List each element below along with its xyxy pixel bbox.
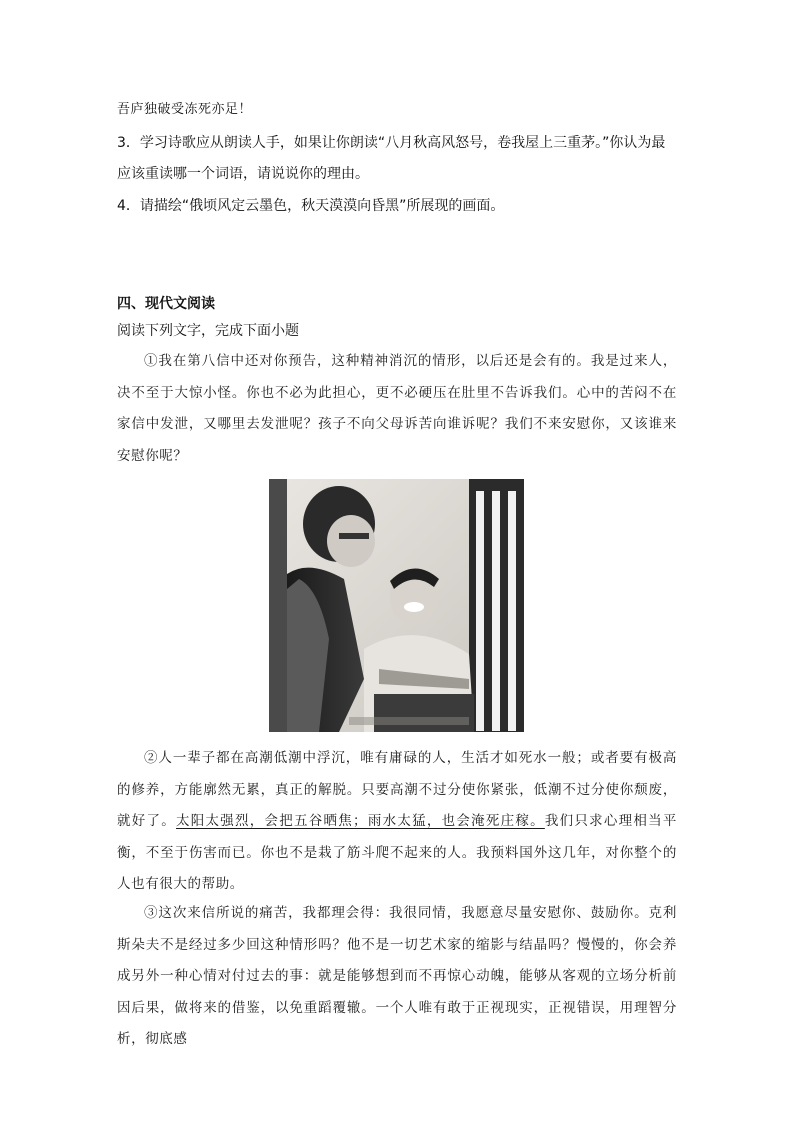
photo-icon [269,479,524,732]
section-title: 四、现代文阅读 [117,296,215,312]
section-instruction: 阅读下列文字，完成下面小题 [117,323,299,339]
paragraph-2 [117,743,677,901]
paragraph-2-underlined-sentence: 太阳太强烈，会把五谷晒焦；雨水太猛，也会淹死庄稼。 [176,813,545,829]
paragraph-1: ①我在第八信中还对你预告，这种精神消沉的情形，以后还是会有的。我是过来人，决不至于大惊小怪。你也不必为此担心，更不必硬压在肚里不告诉我们。心中的苦闷不在家信中发泄，又哪里去发泄呢？孩子不向父母诉苦向谁诉呢？我们不来安慰你，又该谁来安慰你呢？ [117,353,677,464]
question-3-line-1: 3．学习诗歌应从朗读人手，如果让你朗读“八月秋高风怒号，卷我屋上三重茅。”你认为最 [117,135,666,151]
poem-tail-line: 吾庐独破受冻死亦足！ [117,102,253,117]
paragraph-2-text-after: 我们只求心理相当平衡，不至于伤害而已。你也不是栽了筋斗爬不起来的人。我预料国外这几年，对你整个的人也有很大的帮助。 [117,813,677,892]
photo-illustration [269,479,524,732]
question-3-line-2: 应该重读哪一个词语，请说说你的理由。 [117,166,369,182]
paragraph-3: ③这次来信所说的痛苦，我都理会得：我很同情，我愿意尽量安慰你、鼓励你。克利斯朵夫不是经过多少回这种情形吗？他不是一切艺术家的缩影与结晶吗？慢慢的，你会养成另外一种心情对付过去的事：就是能够想到而不再惊心动魄，能够从客观的立场分析前因后果，做将来的借鉴，以免重蹈覆辙。一个人唯有敢于正视现实，正视错误，用理智分析，彻底感 [117,905,677,1047]
paragraph-2-text-before: ②人一辈子都在高潮低潮中浮沉，唯有庸碌的人，生活才如死水一般；或者要有极高的修养，方能廓然无累，真正的解脱。只要高潮不过分使你紧张，低潮不过分使你颓废，就好了。 [117,750,677,829]
question-4: 4．请描绘“俄顷风定云墨色，秋天漠漠向昏黑”所展现的画面。 [117,198,505,214]
